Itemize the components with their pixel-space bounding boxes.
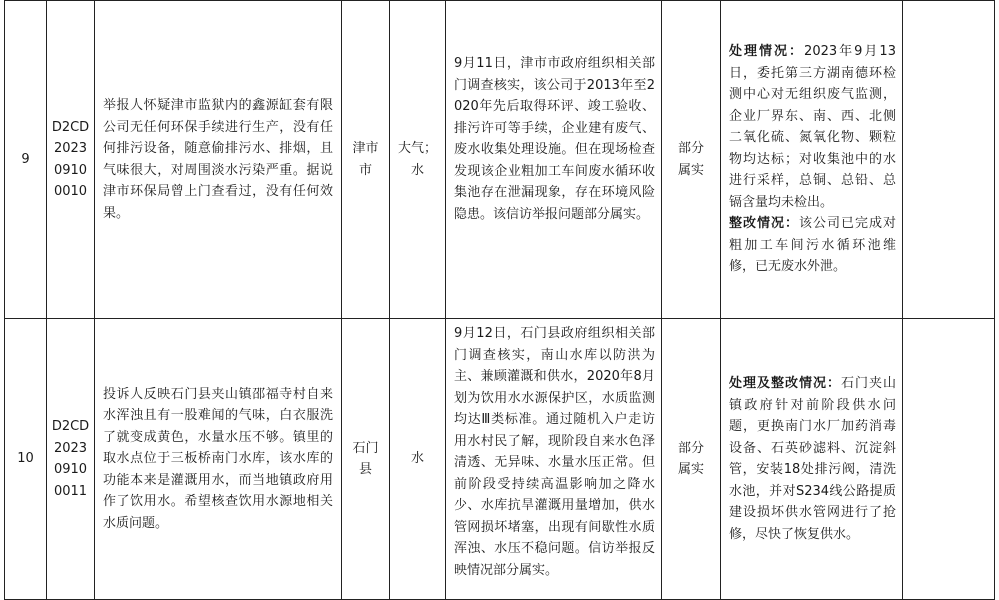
handling-label: 整改情况： [729, 216, 799, 232]
case-code-line: 0910 [53, 462, 88, 477]
row-number-cell [5, 1, 47, 319]
case-code-line: D2CD [51, 419, 90, 434]
complaint-description-cell [95, 1, 342, 319]
case-code-line: 0011 [53, 483, 88, 499]
pollution-type-line: 大气； [397, 141, 437, 156]
table-body [5, 1, 995, 600]
case-code-cell [47, 319, 95, 600]
row-number-cell [5, 319, 47, 600]
case-code-line: 0010 [53, 184, 88, 199]
handling-label: 处理及整改情况： [729, 376, 841, 391]
region-line: 县 [358, 462, 372, 477]
complaint-description: 举报人怀疑津市监狱内的鑫源缸套有限公司无任何环保手续进行生产，没有任何排污设备，随意偷排污水、排烟，且气味很大，对周围淡水污染严重。据说津市环保局曾上门查看过，没有任何效果。 [103, 98, 333, 221]
region-line: 市 [358, 162, 372, 178]
row-number: 9 [21, 151, 30, 167]
handling-paragraph [729, 213, 896, 278]
pollution-type-line: 水 [410, 162, 424, 178]
investigation-finding: 9月12日，石门县政府组织相关部门调查核实，南山水库以防洪为主、兼顾灌溉和供水，2020年8月划为饮用水水源保护区，水质监测均达Ⅲ类标准。通过随机入户走访用水村民了解，现阶段自来水色泽清透、无异味、水量水压正常。但前阶段受持续高温影响加之降水少、水库抗旱灌溉用量增加，供水管网损坏堵塞，出现有间歇性水质浑浊、水压不稳问题。信访举报反映情况部分属实。 [454, 326, 655, 578]
complaint-description-cell [95, 319, 342, 600]
verdict-cell [662, 1, 721, 319]
handling-result-cell [721, 319, 903, 600]
case-code-line: 2023 [53, 440, 88, 456]
handling-paragraph [729, 373, 896, 545]
handling-text: 该公司已完成对粗加工车间污水循环池维修，已无废水外泄。 [729, 216, 896, 275]
region-line: 津市 [352, 141, 379, 156]
pollution-type-cell [390, 319, 446, 600]
case-code-line: 2023 [53, 141, 88, 156]
region-cell [342, 1, 390, 319]
handling-text: 石门夹山镇政府针对前阶段供水问题，更换南门水厂加药消毒设备、石英砂滤料、沉淀斜管，安装18处排污阀，清洗水池，并对S234线公路提质建设损坏供水管网进行了抢修，尽快了恢复供水。 [729, 376, 896, 542]
investigation-finding-cell [446, 1, 662, 319]
row-number: 10 [17, 451, 34, 467]
table-row [5, 319, 995, 600]
remarks-cell [903, 319, 995, 600]
verdict-line: 属实 [677, 462, 704, 477]
investigation-finding: 9月11日，津市市政府组织相关部门调查核实，该公司于2013年至2020年先后取得环评、竣工验收、排污许可等手续，企业建有废气、废水收集处理设施。但在现场检查发现该企业粗加工车间废水循环收集池存在泄漏现象，存在环境风险隐患。该信访举报问题部分属实。 [454, 56, 655, 222]
region-line: 石门 [352, 440, 379, 456]
remarks-cell [903, 1, 995, 319]
verdict-line: 属实 [677, 162, 704, 178]
verdict-line: 部分 [677, 440, 704, 456]
region-cell [342, 319, 390, 600]
complaint-description: 投诉人反映石门县夹山镇邵福寺村自来水浑浊且有一股难闻的气味，白衣服洗了就变成黄色，水量水压不够。镇里的取水点位于三板桥南门水库，该水库的功能本来是灌溉用水，而当地镇政府用作了饮用水。希望核查饮用水源地相关水质问题。 [103, 386, 333, 531]
table-row [5, 1, 995, 319]
verdict-cell [662, 319, 721, 600]
handling-paragraph [729, 41, 896, 213]
case-code-cell [47, 1, 95, 319]
handling-label: 处理情况： [729, 44, 805, 60]
pollution-type-line: 水 [410, 451, 424, 467]
handling-text: 2023年9月13日，委托第三方湖南德环检测中心对无组织废气监测，企业厂界东、南、西、北侧二氧化硫、氮氧化物、颗粒物均达标；对收集池中的水进行采样，总铜、总铅、总镉含量均未检出。 [729, 44, 896, 210]
investigation-finding-cell [446, 319, 662, 600]
pollution-type-cell [390, 1, 446, 319]
case-code-line: 0910 [53, 162, 88, 178]
complaint-table [4, 0, 995, 600]
case-code-line: D2CD [51, 119, 90, 135]
handling-result-cell [721, 1, 903, 319]
verdict-line: 部分 [677, 141, 704, 156]
